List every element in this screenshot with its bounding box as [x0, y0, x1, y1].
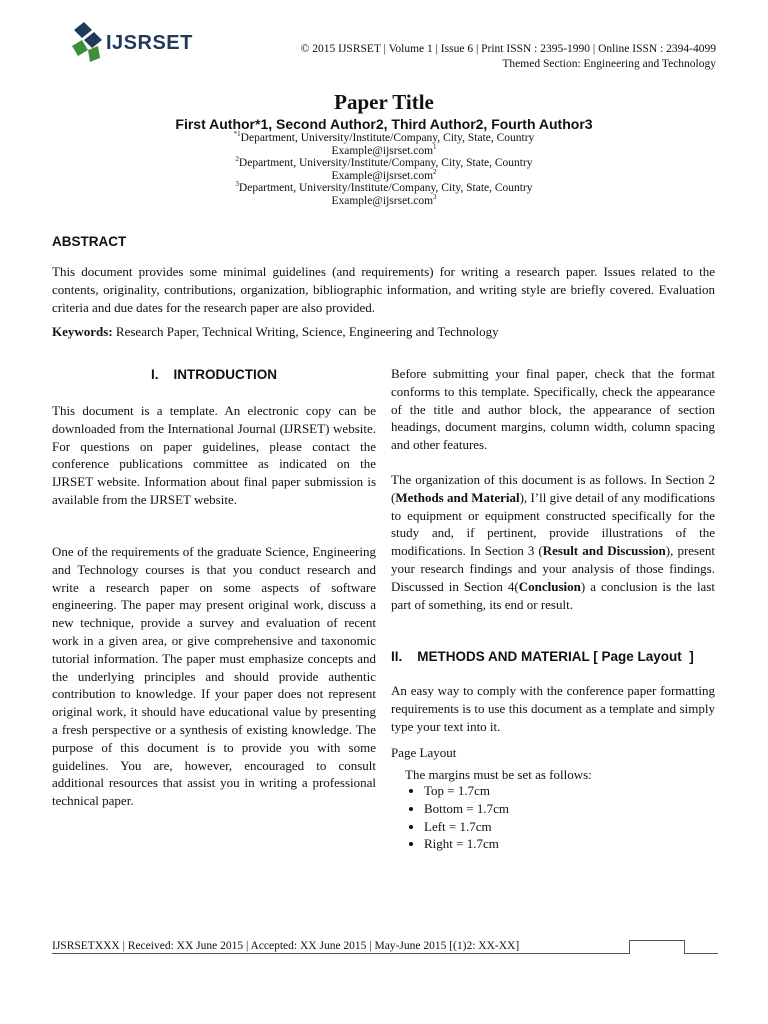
right-paragraph-1: Before submitting your final paper, check that the format conforms to this template. Specifically, check the appearance of the title and author block, the appearance of section headings, document margins, column width, column spacing and other features.	[391, 366, 715, 453]
affiliation-2-email: Example@ijsrset.com$^2$	[331, 167, 437, 182]
page-layout-subheading: Page Layout	[391, 745, 457, 760]
logo-text: IJSRSET	[106, 32, 193, 54]
affiliation-2: $^2$Department, University/Institute/Company, City, State, Country	[235, 155, 533, 169]
margin-top-item: • Top = 1.7cm	[424, 782, 715, 800]
margins-list	[391, 782, 715, 853]
header-issue-info: © 2015 IJSRSET | Volume 1 | Issue 6 | Print ISSN : 2395-1990 | Online ISSN : 2394-4099	[300, 43, 716, 55]
affiliation-3-email: Example@ijsrset.com$^3$	[331, 192, 437, 207]
paper-title: Paper Title	[334, 90, 434, 114]
keywords-list: Research Paper, Technical Writing, Science, Engineering and Technology	[112, 324, 499, 339]
author-list: First Author*1, Second Author2, Third Author2, Fourth Author3	[175, 116, 593, 132]
footer-rule	[52, 953, 718, 954]
intro-paragraph-1: This document is a template. An electronic copy can be downloaded from the International Journal (IJRSET) website. For questions on paper guidelines, please contact the conference publications committee as indicated on the IJRSET website. Information about final paper submission is available from the IJRSET website.	[52, 403, 376, 507]
affiliation-1: $^{*1}$Department, University/Institute/Company, City, State, Country	[233, 130, 535, 144]
margin-right-item: • Right = 1.7cm	[424, 835, 715, 853]
header-themed-section: Themed Section: Engineering and Technology	[502, 58, 716, 70]
affiliation-3: $^3$Department, University/Institute/Company, City, State, Country	[235, 180, 533, 194]
keywords-label: Keywords:	[52, 324, 113, 339]
section-introduction-heading: I. INTRODUCTION	[151, 367, 277, 382]
abstract-text: This document provides some minimal guidelines (and requirements) for writing a research paper. Issues related to the contents, originality, contributions, organization, bibliographic information, and writing style are briefly covered. Evaluation criteria and due dates for the research paper are also provided.	[52, 264, 715, 315]
section-methods-heading: II. METHODS AND MATERIAL [ Page Layout ]	[391, 649, 694, 664]
abstract-heading: ABSTRACT	[52, 234, 127, 249]
methods-paragraph-1: An easy way to comply with the conference paper formatting requirements is to use this document as a template and simply type your text into it.	[391, 683, 715, 734]
margin-left-item: • Left = 1.7cm	[424, 818, 715, 836]
margin-bottom-item: • Bottom = 1.7cm	[424, 800, 715, 818]
footer-text: IJSRSETXXX | Received: XX June 2015 | Accepted: XX June 2015 | May-June 2015 [(1)2: XX-XX]	[52, 940, 520, 952]
journal-logo	[70, 20, 193, 64]
intro-paragraph-2: One of the requirements of the graduate Science, Engineering and Technology courses is that you conduct research and write a research paper on some aspects of software engineering. The paper may present original work, discuss a new technique, provide a survey and evaluation of recent work in a given area, or give comprehensive and taxonomic tutorial information. The paper must emphasize concepts and the underlying principles and should provide authentic contribution to knowledge. If your paper does not represent original work, it should have educational value by presenting a fresh perspective or a synthesis of existing knowledge. The purpose of this document is to provide you with some guidelines. You are, however, encouraged to consult additional resources that assist you in writing a professional technical paper.	[52, 544, 376, 809]
affiliation-1-email: Example@ijsrset.com$^1$	[331, 142, 437, 157]
page-number-box	[629, 940, 685, 954]
margins-intro: The margins must be set as follows:	[405, 767, 592, 782]
organization-paragraph: The organization of this document is as follows. In Section 2 (Methods and Material), I’ll give detail of any modifications to equipment or equipment constructed specifically for the study and, if pertinent, provide illustrations of the modifications. In Section 3 (Result and Discussion), present your research findings and your analysis of those findings. Discussed in Section 4(Conclusion) a conclusion is the last part of something, its end or result.	[391, 472, 716, 612]
keywords	[52, 323, 715, 341]
affiliations	[0, 132, 768, 207]
logo-mark-icon	[70, 20, 110, 64]
